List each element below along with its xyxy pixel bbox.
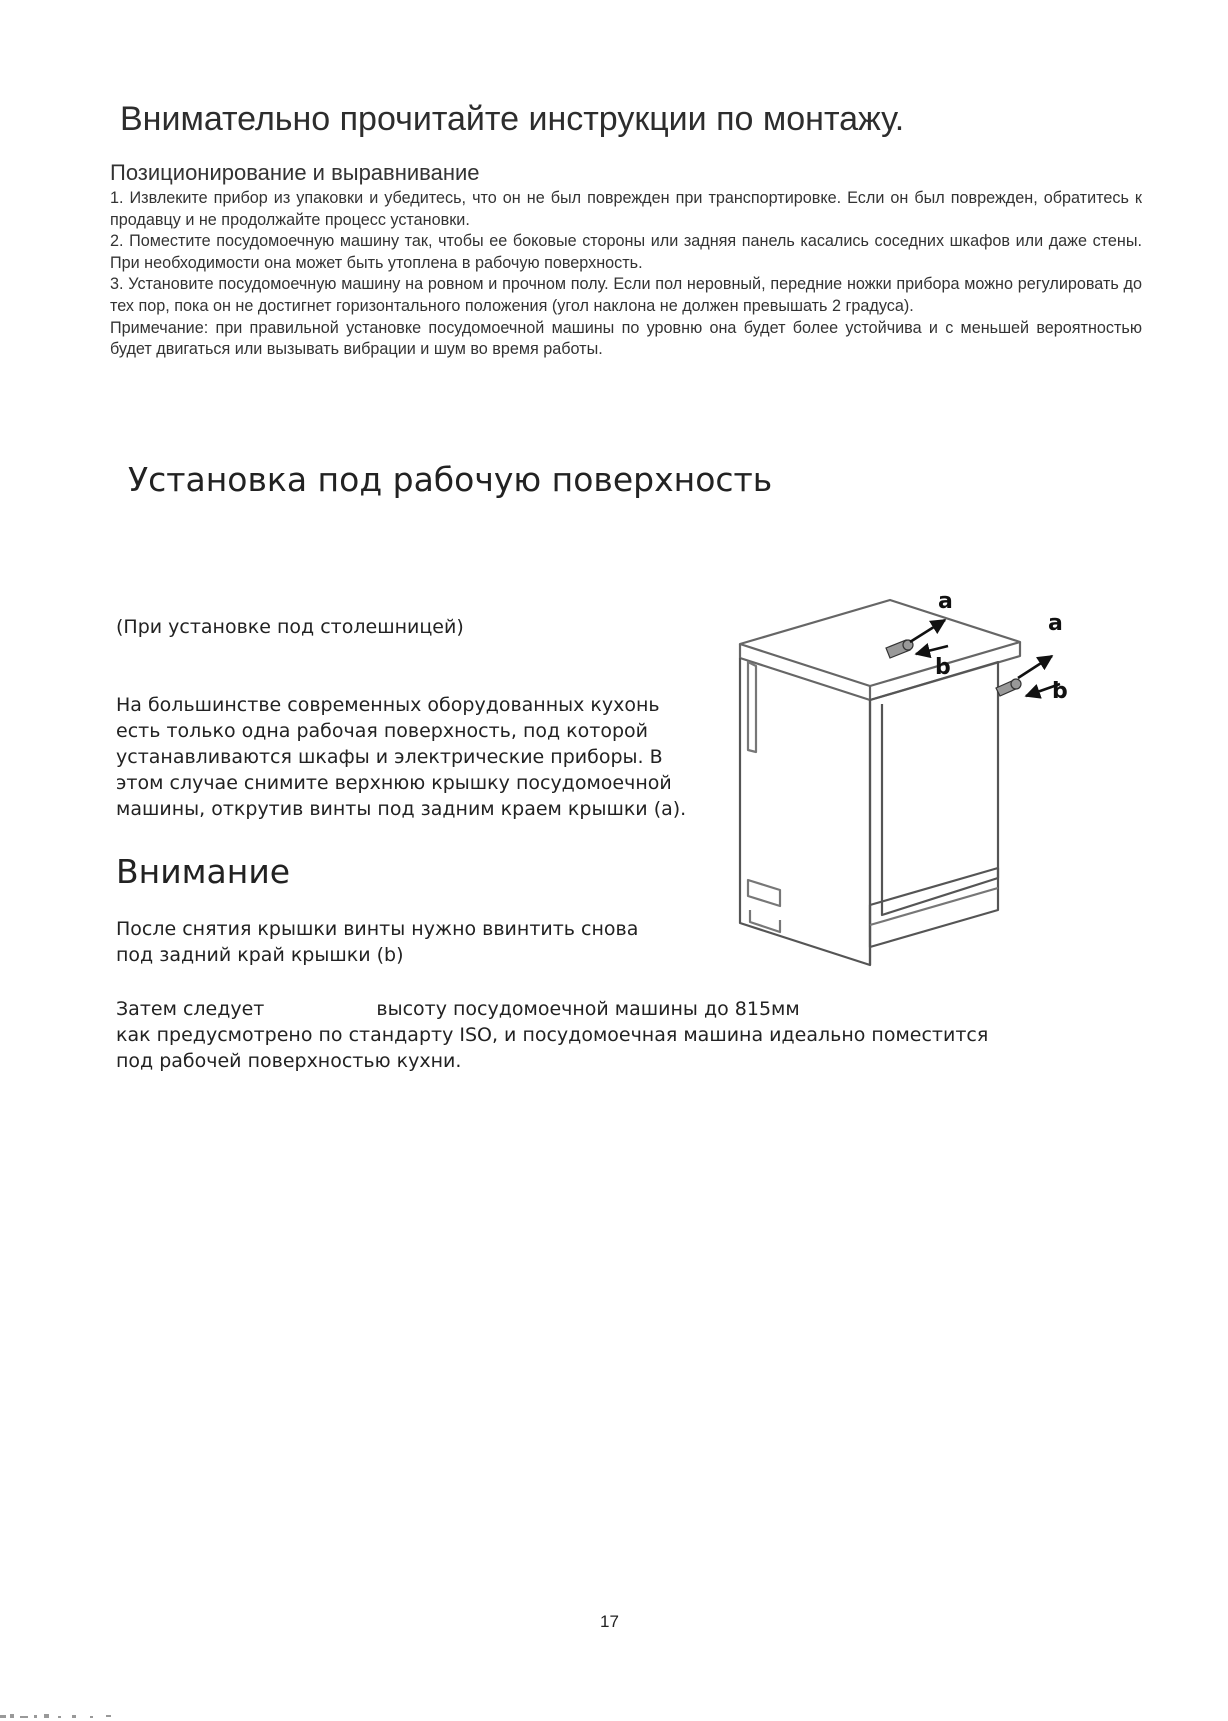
- page-number: 17: [600, 1612, 619, 1631]
- dishwasher-installation-diagram: [730, 580, 1080, 980]
- label-b-left: b: [935, 655, 951, 680]
- instruction-note: Примечание: при правильной установке посудомоечной машины по уровню она будет более устойчива и с меньшей вероятностью будет двигаться или вызывать вибрации и шум во время работы.: [110, 318, 1142, 359]
- final-line-end: высоту посудомоечной машины до 815мм: [376, 998, 800, 1020]
- paragraph-line: есть только одна рабочая поверхность, под которой: [116, 720, 648, 742]
- attention-line: После снятия крышки винты нужно ввинтить снова: [116, 918, 639, 940]
- scan-edge-mark: [0, 1712, 120, 1721]
- installation-caption: (При установке под столешницей): [116, 616, 464, 638]
- undercounter-paragraph: [116, 692, 687, 822]
- instruction-item-1: 1. Извлеките прибор из упаковки и убедитесь, что он не был поврежден при транспортировке. Если он был поврежден, обратитесь к продавцу и не продолжайте процесс установки.: [110, 189, 1142, 229]
- instruction-item-2: 2. Поместите посудомоечную машину так, чтобы ее боковые стороны или задняя панель касались соседних шкафов или даже стены. При необходимости она может быть утоплена в рабочую поверхность.: [110, 232, 1142, 272]
- instruction-item-3: 3. Установите посудомоечную машину на ровном и прочном полу. Если пол неровный, передние ножки прибора можно регулировать до тех пор, пока он не достигнет горизонтального положения (угол наклона не должен превышать 2 градуса).: [110, 275, 1142, 315]
- page-title: Внимательно прочитайте инструкции по монтажу.: [120, 100, 905, 138]
- attention-heading: Внимание: [116, 852, 291, 891]
- label-a-right: a: [1048, 611, 1063, 636]
- positioning-instructions: [110, 188, 1142, 361]
- paragraph-line: этом случае снимите верхнюю крышку посудомоечной: [116, 772, 672, 794]
- paragraph-line: машины, открутив винты под задним краем крышки (a).: [116, 798, 687, 820]
- attention-text: [116, 916, 638, 968]
- paragraph-line: На большинстве современных оборудованных кухонь: [116, 694, 660, 716]
- final-line-start: Затем следует: [116, 998, 265, 1020]
- section-title-undercounter: Установка под рабочую поверхность: [128, 460, 773, 499]
- attention-line: под задний край крышки (b): [116, 944, 404, 966]
- final-paragraph: [116, 996, 1016, 1074]
- paragraph-line: устанавливаются шкафы и электрические приборы. В: [116, 746, 663, 768]
- label-b-right: b: [1052, 679, 1068, 704]
- section-title-positioning: Позиционирование и выравнивание: [110, 160, 480, 185]
- final-line: [116, 996, 1016, 1022]
- final-line: как предусмотрено по стандарту ISO, и посудомоечная машина идеально поместится: [116, 1024, 989, 1046]
- final-line: под рабочей поверхностью кухни.: [116, 1050, 462, 1072]
- label-a-left: a: [938, 589, 953, 614]
